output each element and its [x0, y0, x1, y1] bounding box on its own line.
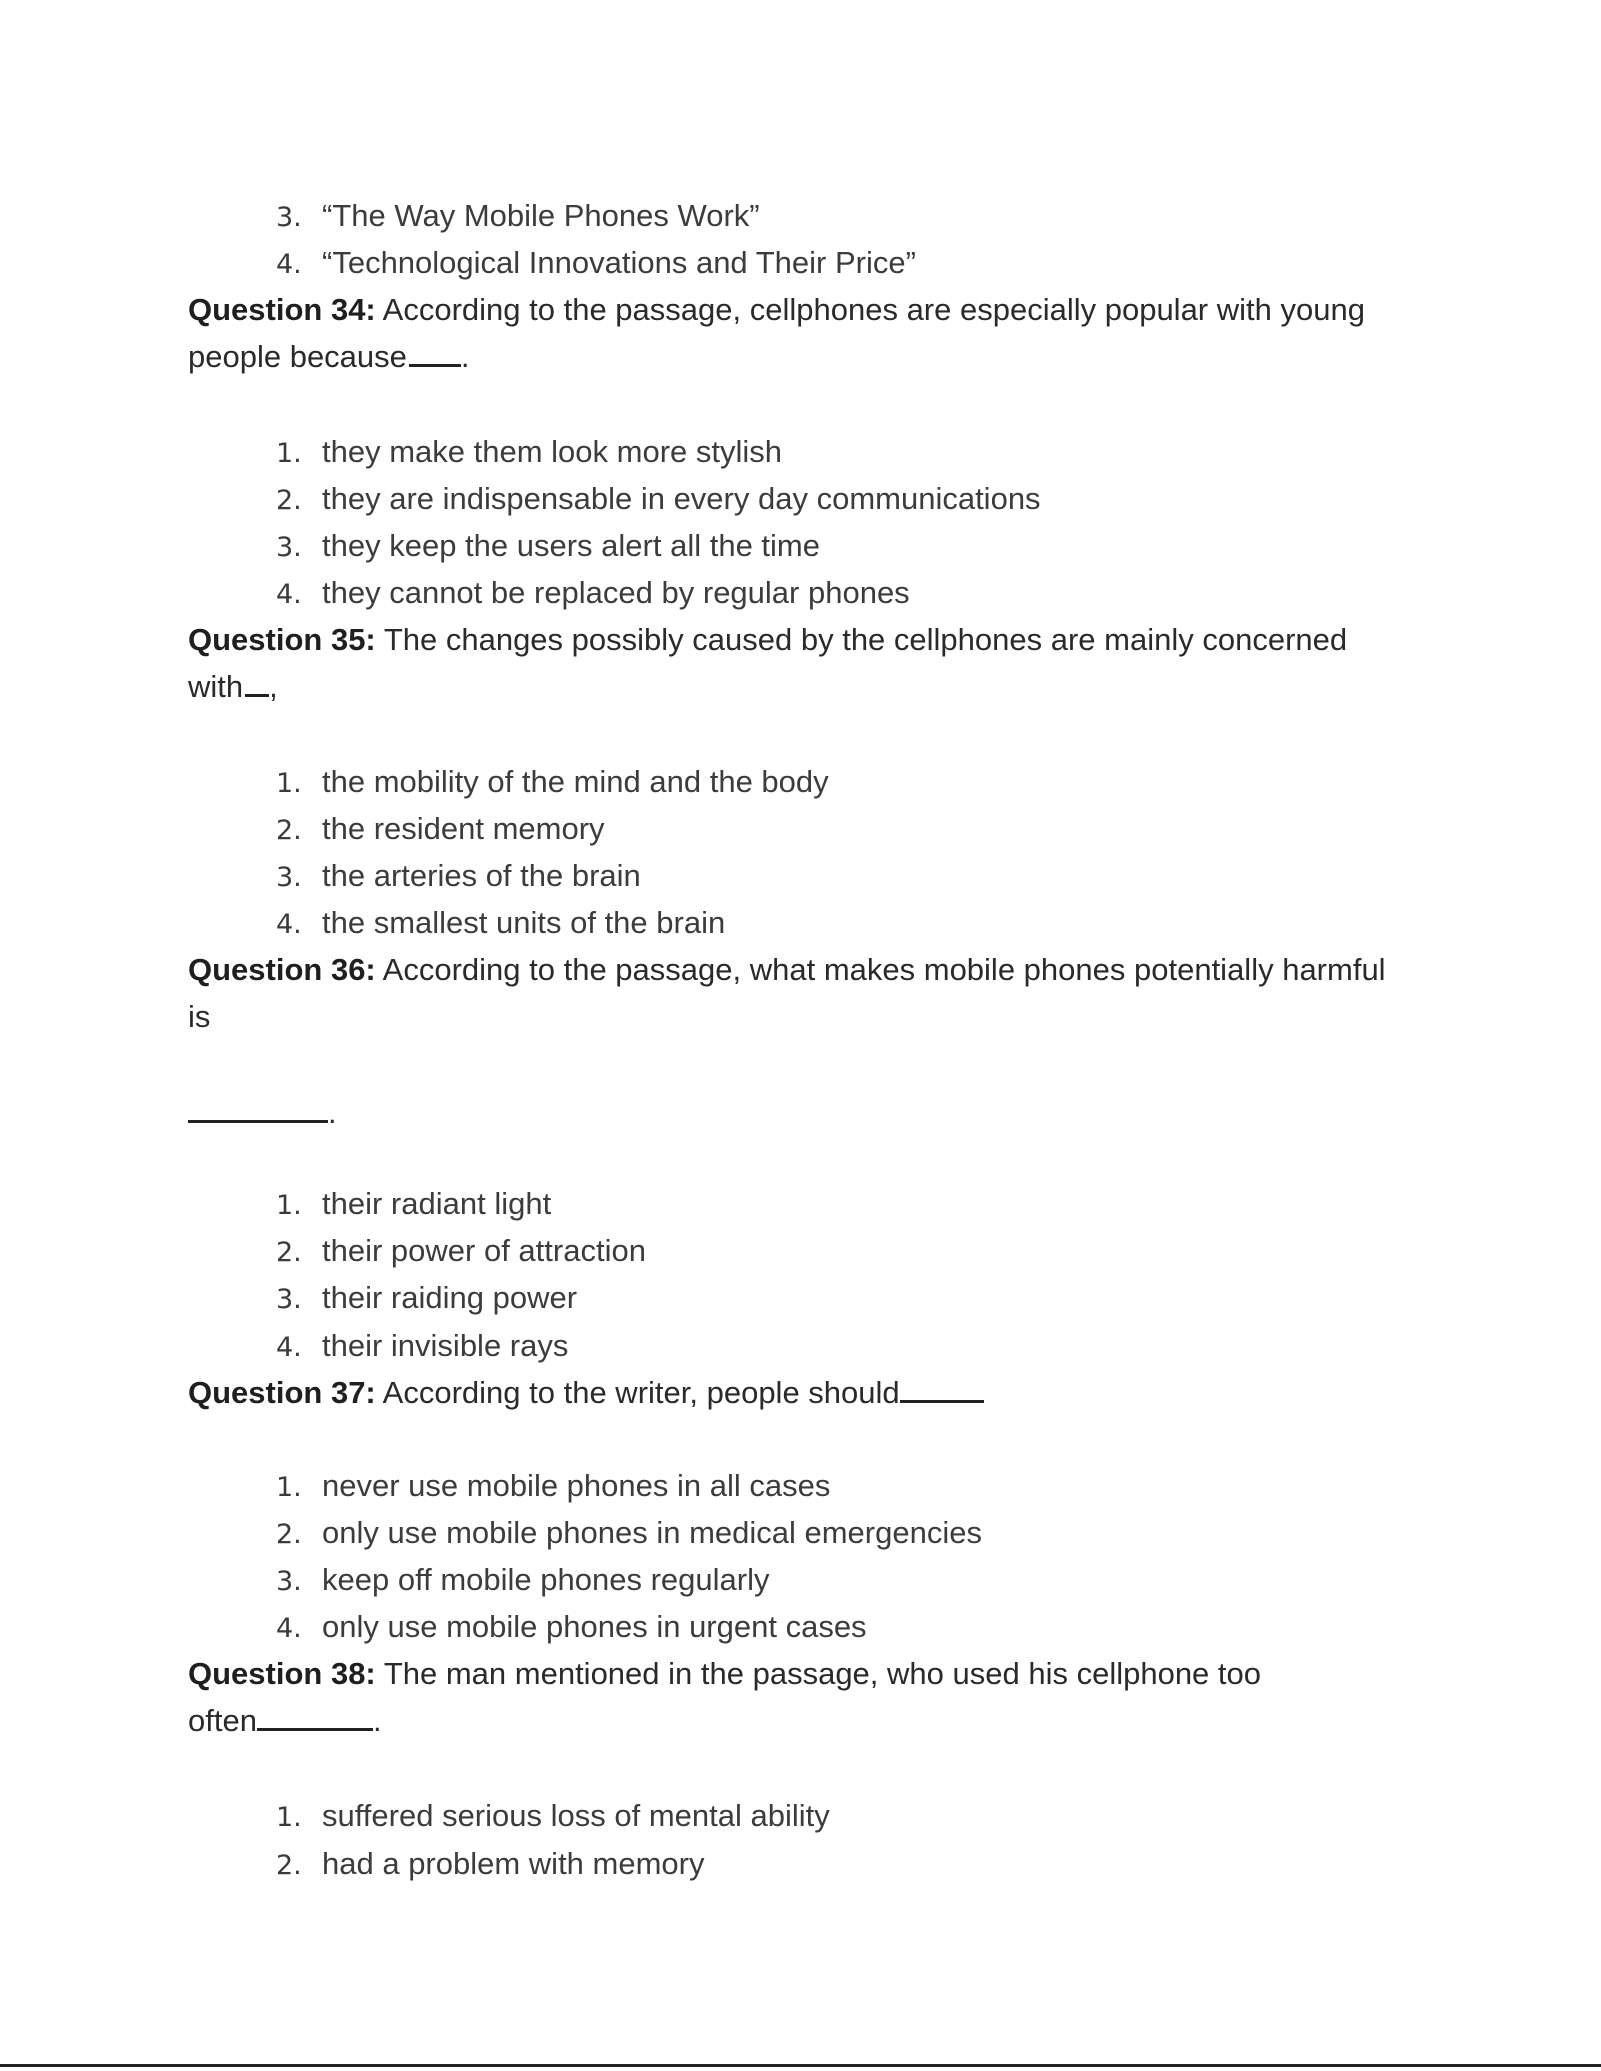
question-38-stem-line2 [188, 1701, 382, 1741]
option-number: 1. [276, 1802, 302, 1833]
question-text: According to the writer, people should [375, 1375, 900, 1410]
answer-blank [245, 668, 269, 697]
q38-option-2 [276, 1844, 705, 1884]
q37-option-1 [276, 1466, 830, 1506]
question-text-continued: people because [188, 339, 407, 374]
option-text: they keep the users alert all the time [322, 528, 820, 563]
question-38-stem [188, 1654, 1261, 1694]
option-text: had a problem with memory [322, 1846, 705, 1881]
option-number: 3. [276, 1284, 302, 1315]
option-number: 4. [276, 579, 302, 610]
question-36-stem-line2 [188, 997, 210, 1037]
option-text: they cannot be replaced by regular phones [322, 575, 910, 610]
question-36-blank-line [188, 1093, 337, 1133]
answer-blank [188, 1094, 328, 1123]
option-number: 2. [276, 1519, 302, 1550]
question-end-punct: , [269, 669, 278, 704]
q36-option-3 [276, 1278, 577, 1318]
q34-option-1 [276, 432, 782, 472]
answer-blank [900, 1374, 984, 1403]
option-text: “The Way Mobile Phones Work” [322, 198, 760, 233]
q35-option-4 [276, 903, 725, 943]
question-label: Question 35: [188, 622, 376, 657]
question-text: According to the passage, cellphones are especially popular with young [375, 292, 1365, 327]
q33-option-4 [276, 243, 916, 283]
q36-option-4 [276, 1326, 568, 1366]
option-number: 1. [276, 1190, 302, 1221]
q37-option-4 [276, 1607, 867, 1647]
option-number: 2. [276, 815, 302, 846]
question-35-stem [188, 620, 1347, 660]
option-text: their invisible rays [322, 1328, 569, 1363]
q34-option-2 [276, 479, 1041, 519]
question-label: Question 36: [188, 952, 376, 987]
option-number: 2. [276, 1237, 302, 1268]
option-number: 3. [276, 862, 302, 893]
option-number: 3. [276, 532, 302, 563]
option-number: 3. [276, 202, 302, 233]
q37-option-2 [276, 1513, 982, 1553]
option-number: 4. [276, 1613, 302, 1644]
option-number: 1. [276, 1472, 302, 1503]
option-number: 2. [276, 1850, 302, 1881]
question-text-continued: is [188, 999, 211, 1034]
question-37-stem [188, 1373, 984, 1413]
option-number: 2. [276, 485, 302, 516]
question-label: Question 38: [188, 1656, 376, 1691]
question-label: Question 37: [188, 1375, 376, 1410]
option-number: 3. [276, 1566, 302, 1597]
question-end-punct: . [372, 1703, 382, 1738]
q37-option-3 [276, 1560, 770, 1600]
option-text: their raiding power [322, 1280, 578, 1315]
question-34-stem-line2 [188, 337, 470, 377]
option-text: they are indispensable in every day communications [322, 481, 1041, 516]
page-bottom-rule [0, 2064, 1601, 2067]
option-text: they make them look more stylish [322, 434, 783, 469]
question-text-continued: often [188, 1703, 257, 1738]
option-text: the mobility of the mind and the body [322, 764, 829, 799]
option-number: 4. [276, 909, 302, 940]
option-text: the smallest units of the brain [322, 905, 726, 940]
option-text: only use mobile phones in medical emergencies [322, 1515, 982, 1550]
question-35-stem-line2 [188, 667, 278, 707]
q38-option-1 [276, 1796, 830, 1836]
answer-blank [409, 338, 461, 367]
question-36-stem [188, 950, 1386, 990]
option-text: “Technological Innovations and Their Price” [322, 245, 916, 280]
q34-option-4 [276, 573, 910, 613]
question-end-punct: . [328, 1095, 337, 1130]
option-number: 4. [276, 249, 302, 280]
answer-blank [257, 1702, 373, 1731]
q36-option-2 [276, 1231, 646, 1271]
q33-option-3 [276, 196, 760, 236]
q35-option-2 [276, 809, 605, 849]
option-number: 1. [276, 438, 302, 469]
option-number: 1. [276, 768, 302, 799]
question-text: The man mentioned in the passage, who used his cellphone too [375, 1656, 1262, 1691]
option-text: their radiant light [322, 1186, 552, 1221]
option-text: only use mobile phones in urgent cases [322, 1609, 867, 1644]
option-text: never use mobile phones in all cases [322, 1468, 831, 1503]
question-label: Question 34: [188, 292, 376, 327]
question-34-stem [188, 290, 1365, 330]
option-text: suffered serious loss of mental ability [322, 1798, 830, 1833]
q35-option-1 [276, 762, 829, 802]
option-text: the arteries of the brain [322, 858, 641, 893]
q35-option-3 [276, 856, 641, 896]
option-text: keep off mobile phones regularly [322, 1562, 770, 1597]
question-text: According to the passage, what makes mobile phones potentially harmful [375, 952, 1386, 987]
q34-option-3 [276, 526, 820, 566]
question-end-punct: . [460, 339, 470, 374]
option-number: 4. [276, 1332, 302, 1363]
question-text: The changes possibly caused by the cellphones are mainly concerned [375, 622, 1348, 657]
option-text: their power of attraction [322, 1233, 646, 1268]
q36-option-1 [276, 1184, 551, 1224]
question-text-continued: with [188, 669, 244, 704]
option-text: the resident memory [322, 811, 605, 846]
